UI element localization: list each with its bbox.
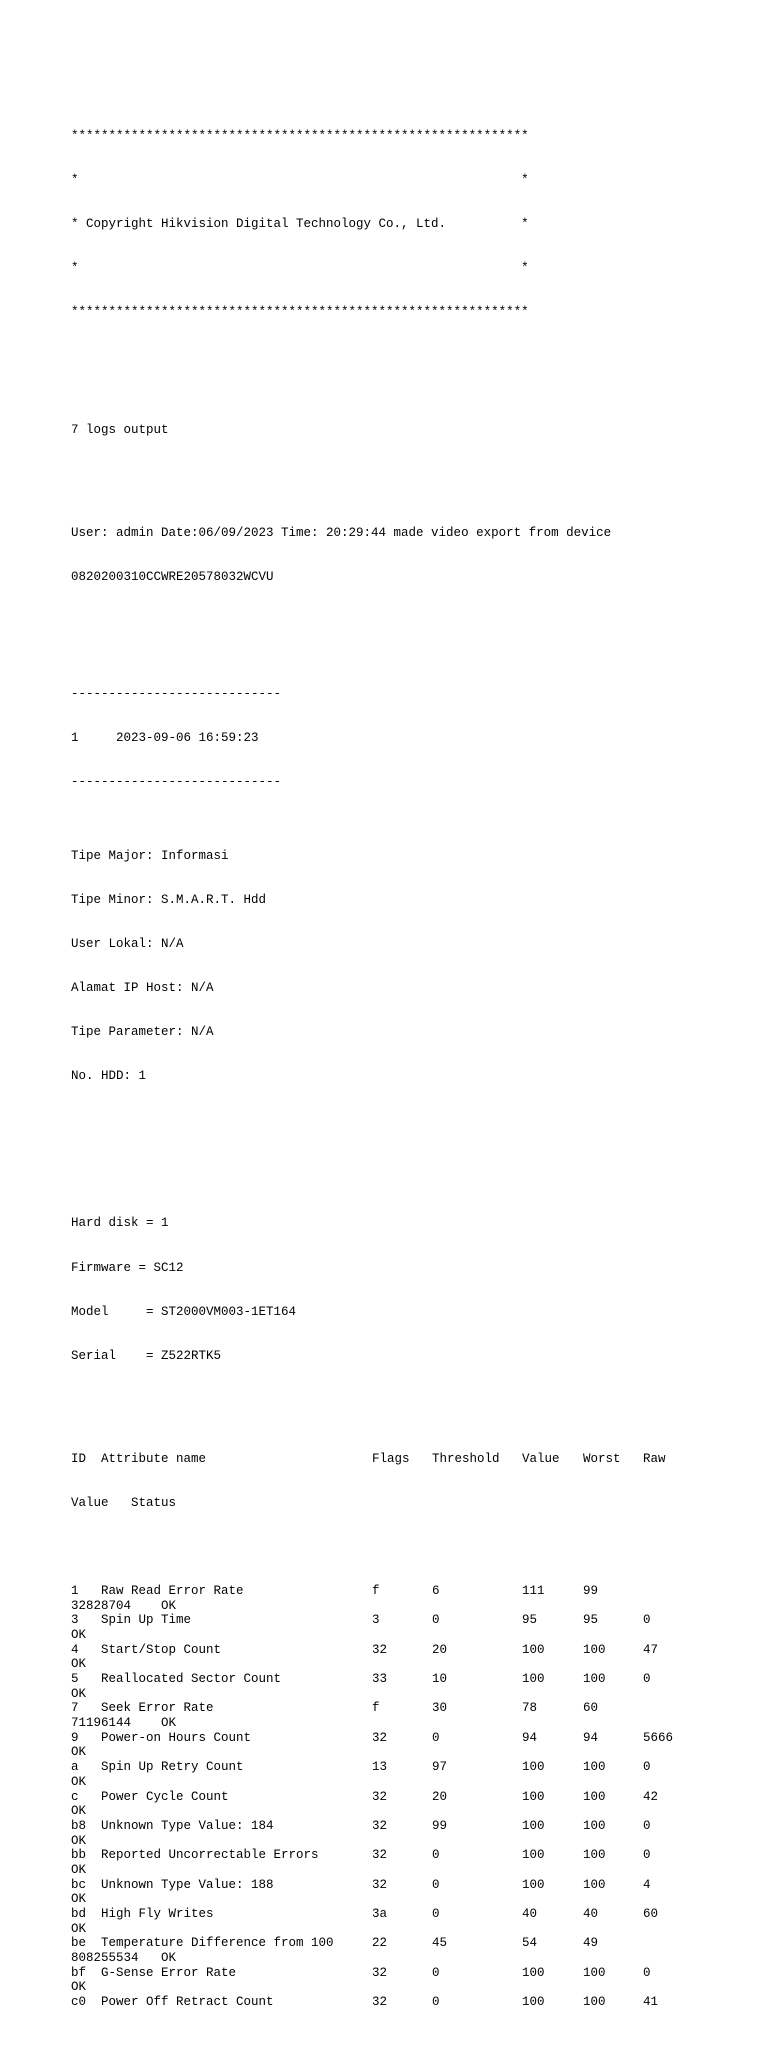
attr-threshold: 0	[432, 1907, 440, 1922]
disk-line: Model = ST2000VM003-1ET164	[71, 1304, 297, 1319]
attr-worst: 99	[583, 1583, 599, 1598]
attr-worst: 100	[583, 1760, 606, 1775]
attr-flags: 32	[372, 1965, 388, 1980]
header-threshold: Threshold	[432, 1451, 500, 1466]
attr-raw: 0	[643, 1760, 651, 1775]
attr-id: 3	[71, 1613, 79, 1628]
attr-id: c	[71, 1789, 79, 1804]
attr-value: 100	[522, 1965, 545, 1980]
disk-line: Firmware = SC12	[71, 1260, 184, 1275]
attr-raw-status: 32828704 OK	[71, 1598, 177, 1613]
attr-threshold: 99	[432, 1818, 448, 1833]
attr-raw-status: OK	[71, 1686, 87, 1701]
header-value: Value	[522, 1451, 560, 1466]
attr-raw-status: OK	[71, 1745, 87, 1760]
attr-id: bb	[71, 1848, 87, 1863]
table-row	[71, 1790, 761, 1805]
user-export-line: User: admin Date:06/09/2023 Time: 20:29:44 made video export from device	[71, 525, 612, 540]
attr-flags: 32	[372, 1877, 388, 1892]
attr-raw-status: OK	[71, 1980, 87, 1995]
attr-value: 100	[522, 1642, 545, 1657]
log-document	[71, 70, 761, 2048]
attr-id: 9	[71, 1730, 79, 1745]
disk-line: Serial = Z522RTK5	[71, 1348, 222, 1363]
attr-name: G-Sense Error Rate	[101, 1965, 237, 1980]
attr-threshold: 97	[432, 1760, 448, 1775]
disk-info	[71, 1187, 761, 1393]
attr-flags: 33	[372, 1672, 388, 1687]
attr-id: 1	[71, 1583, 79, 1598]
attr-name: Raw Read Error Rate	[101, 1583, 244, 1598]
table-header	[71, 1452, 761, 1467]
separator: ----------------------------	[71, 687, 282, 702]
attr-flags: 32	[372, 1789, 388, 1804]
attr-threshold: 20	[432, 1789, 448, 1804]
attr-name: Power Cycle Count	[101, 1789, 229, 1804]
attr-id: be	[71, 1936, 87, 1951]
attr-value: 100	[522, 1818, 545, 1833]
attr-flags: f	[372, 1701, 380, 1716]
attr-id: 7	[71, 1701, 79, 1716]
attr-value: 100	[522, 1789, 545, 1804]
attr-flags: f	[372, 1583, 380, 1598]
attr-id: c0	[71, 1995, 87, 2010]
logs-output-count: 7 logs output	[71, 422, 169, 437]
banner-line: * *	[71, 172, 529, 187]
attr-threshold: 0	[432, 1877, 440, 1892]
attr-worst: 100	[583, 1848, 606, 1863]
separator: ----------------------------	[71, 775, 282, 790]
detail-line: No. HDD: 1	[71, 1069, 147, 1084]
table-row	[71, 1966, 761, 1981]
attr-worst: 49	[583, 1936, 599, 1951]
attr-value: 100	[522, 1760, 545, 1775]
attr-name: Unknown Type Value: 188	[101, 1877, 274, 1892]
attr-threshold: 0	[432, 1965, 440, 1980]
attr-raw: 41	[643, 1995, 659, 2010]
attr-name: Start/Stop Count	[101, 1642, 222, 1657]
header-wrap: Value Status	[71, 1495, 177, 1510]
attr-value: 111	[522, 1583, 545, 1598]
smart-table	[71, 1422, 761, 2039]
banner-line: * Copyright Hikvision Digital Technology Co., Ltd. *	[71, 217, 529, 231]
attr-name: Power-on Hours Count	[101, 1730, 252, 1745]
attr-threshold: 10	[432, 1672, 448, 1687]
entry-header: 1 2023-09-06 16:59:23	[71, 731, 259, 746]
attr-name: High Fly Writes	[101, 1907, 214, 1922]
table-row	[71, 1848, 761, 1863]
attr-name: Reported Uncorrectable Errors	[101, 1848, 319, 1863]
attr-worst: 100	[583, 1965, 606, 1980]
attr-value: 40	[522, 1907, 538, 1922]
attr-id: a	[71, 1760, 79, 1775]
table-row	[71, 1907, 761, 1922]
detail-line: Tipe Minor: S.M.A.R.T. Hdd	[71, 893, 267, 908]
attr-name: Power Off Retract Count	[101, 1995, 274, 2010]
attr-worst: 95	[583, 1613, 599, 1628]
attr-flags: 3	[372, 1613, 380, 1628]
attr-raw-status: 808255534 OK	[71, 1951, 177, 1966]
attr-value: 54	[522, 1936, 538, 1951]
banner-line: *************************************************************	[71, 128, 529, 143]
attr-raw: 0	[643, 1672, 651, 1687]
detail-line: Alamat IP Host: N/A	[71, 981, 214, 996]
device-serial-line: 0820200310CCWRE20578032WCVU	[71, 569, 274, 584]
attr-id: 4	[71, 1642, 79, 1657]
attr-raw-status: OK	[71, 1627, 87, 1642]
attr-raw: 5666	[643, 1730, 674, 1745]
attr-worst: 100	[583, 1642, 606, 1657]
attr-value: 100	[522, 1995, 545, 2010]
attr-worst: 100	[583, 1789, 606, 1804]
attr-flags: 32	[372, 1995, 388, 2010]
table-row	[71, 1584, 761, 1599]
attr-flags: 32	[372, 1642, 388, 1657]
attr-value: 100	[522, 1848, 545, 1863]
attr-value: 100	[522, 1672, 545, 1687]
attr-flags: 22	[372, 1936, 388, 1951]
attr-raw-status: OK	[71, 1774, 87, 1789]
attr-threshold: 45	[432, 1936, 448, 1951]
attr-flags: 32	[372, 1848, 388, 1863]
detail-line: Tipe Parameter: N/A	[71, 1025, 214, 1040]
header-id: ID	[71, 1451, 87, 1466]
attr-worst: 94	[583, 1730, 599, 1745]
attr-flags: 32	[372, 1818, 388, 1833]
table-row	[71, 1878, 761, 1893]
attr-raw: 47	[643, 1642, 659, 1657]
attr-flags: 32	[372, 1730, 388, 1745]
attr-worst: 60	[583, 1701, 599, 1716]
attr-threshold: 0	[432, 1613, 440, 1628]
attr-name: Temperature Difference from 100	[101, 1936, 334, 1951]
attr-raw: 0	[643, 1818, 651, 1833]
attr-worst: 100	[583, 1672, 606, 1687]
attr-raw-status: OK	[71, 1833, 87, 1848]
entry-details	[71, 820, 761, 1114]
attr-threshold: 0	[432, 1848, 440, 1863]
attr-value: 95	[522, 1613, 538, 1628]
attr-id: bf	[71, 1965, 87, 1980]
attr-flags: 3a	[372, 1907, 388, 1922]
table-row	[71, 1760, 761, 1775]
copyright-banner	[71, 99, 761, 349]
attr-threshold: 0	[432, 1730, 440, 1745]
attr-raw: 60	[643, 1907, 659, 1922]
attr-name: Spin Up Retry Count	[101, 1760, 244, 1775]
attr-raw: 42	[643, 1789, 659, 1804]
banner-line: * *	[71, 261, 529, 276]
header-worst: Worst	[583, 1451, 621, 1466]
attr-threshold: 6	[432, 1583, 440, 1598]
attr-raw: 4	[643, 1877, 651, 1892]
attr-name: Reallocated Sector Count	[101, 1672, 282, 1687]
attribute-rows	[71, 1584, 761, 2010]
attr-id: bc	[71, 1877, 87, 1892]
attr-raw-status: 71196144 OK	[71, 1716, 177, 1731]
attr-worst: 40	[583, 1907, 599, 1922]
attr-id: b8	[71, 1818, 87, 1833]
table-row	[71, 1643, 761, 1658]
table-row	[71, 1936, 761, 1951]
table-row	[71, 1819, 761, 1834]
banner-line: *************************************************************	[71, 305, 529, 320]
attr-raw-status: OK	[71, 1892, 87, 1907]
attr-worst: 100	[583, 1877, 606, 1892]
attr-raw-status: OK	[71, 1921, 87, 1936]
attr-value: 78	[522, 1701, 538, 1716]
attr-worst: 100	[583, 1818, 606, 1833]
attr-threshold: 30	[432, 1701, 448, 1716]
attr-threshold: 0	[432, 1995, 440, 2010]
attr-threshold: 20	[432, 1642, 448, 1657]
detail-line: User Lokal: N/A	[71, 937, 184, 952]
table-row	[71, 1731, 761, 1746]
disk-line: Hard disk = 1	[71, 1216, 169, 1231]
attr-id: 5	[71, 1672, 79, 1687]
attr-raw-status: OK	[71, 1657, 87, 1672]
attr-value: 100	[522, 1877, 545, 1892]
attr-raw: 0	[643, 1613, 651, 1628]
table-row	[71, 1995, 761, 2010]
attr-worst: 100	[583, 1995, 606, 2010]
table-row	[71, 1613, 761, 1628]
detail-line: Tipe Major: Informasi	[71, 848, 229, 863]
attr-raw: 0	[643, 1965, 651, 1980]
attr-name: Spin Up Time	[101, 1613, 192, 1628]
attr-id: bd	[71, 1907, 87, 1922]
header-raw: Raw	[643, 1451, 666, 1466]
attr-raw-status: OK	[71, 1862, 87, 1877]
attr-name: Seek Error Rate	[101, 1701, 214, 1716]
attr-raw: 0	[643, 1848, 651, 1863]
attr-name: Unknown Type Value: 184	[101, 1818, 274, 1833]
table-row	[71, 1672, 761, 1687]
attr-flags: 13	[372, 1760, 388, 1775]
table-row	[71, 1701, 761, 1716]
header-name: Attribute name	[101, 1451, 207, 1466]
attr-raw-status: OK	[71, 1804, 87, 1819]
header-flags: Flags	[372, 1451, 410, 1466]
attr-value: 94	[522, 1730, 538, 1745]
